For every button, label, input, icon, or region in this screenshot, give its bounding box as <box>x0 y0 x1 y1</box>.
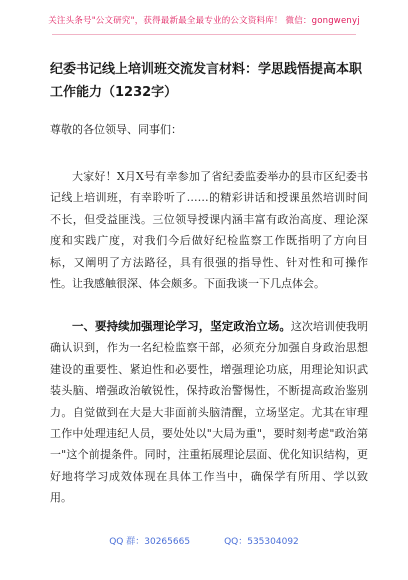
salutation: 尊敬的各位领导、同事们： <box>50 123 182 136</box>
header-divider <box>52 34 356 35</box>
paragraph-section-one <box>50 316 368 509</box>
footer-contact <box>0 534 408 547</box>
document-title: 纪委书记线上培训班交流发言材料：学思践悟提高本职工作能力（1232字） <box>50 62 363 100</box>
header-notice: 关注头条号"公文研究"，获得最新最全最专业的公文资料库！ 微信：gongwenyj <box>48 16 360 26</box>
section-heading: 一、要持续加强理论学习，坚定政治立场。 <box>72 319 291 333</box>
qq-text: QQ：535304092 <box>224 537 299 547</box>
paragraph-intro: 大家好！X月X号有幸参加了省纪委监委举办的县市区纪委书记线上培训班，有幸聆听了……的精彩讲话和授课虽然培训时间不长，但受益匪浅。三位领导授课内涵丰富有政治高度、理论深度和实践广度，对我们今后做好纪检监察工作既指明了方向目标，又阐明了方法路径，具有很强的指导性、针对性和可操作性。让我感触很深、体会颇多。下面我谈一下几点体会。 <box>50 170 368 291</box>
qq-group-text: QQ 群：30265665 <box>109 537 191 547</box>
section-body: 这次培训使我明确认识到，作为一名纪检监察干部，必须充分加强自身政治思想建设的重要性、紧迫性和必要性，增强理论功底，用理论知识武装头脑、增强政治敏锐性，保持政治警惕性，不断提高政治鉴别力。自觉做到在大是大非面前头脑清醒，立场坚定。尤其在审理工作中处理违纪人员，要处处以"大局为重"，要时刻考虑"政治第一"这个前提条件。同时，注重拓展理论层面、优化知识结构，更好地将学习成效体现在具体工作当中，确保学有所用、学以致用。 <box>50 320 369 505</box>
